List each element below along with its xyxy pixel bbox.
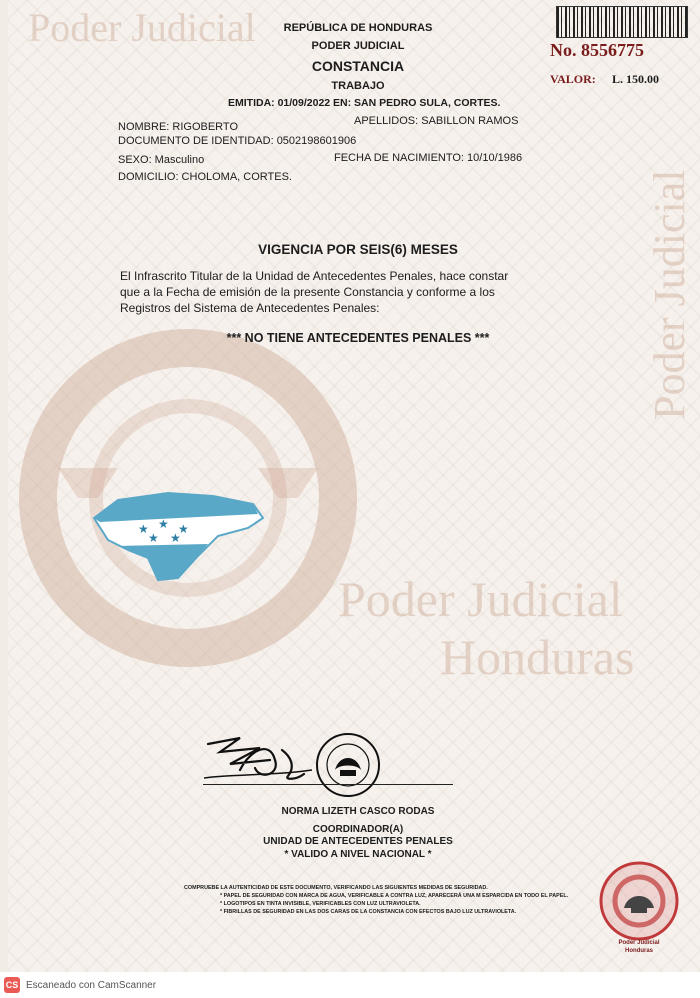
security-note-3: * FIBRILLAS DE SEGURIDAD EN LAS DOS CARAS DE LA CONSTANCIA CON EFECTOS BAJO LUZ ULTRAVIOLETA. — [220, 909, 517, 915]
security-note-heading: COMPRUEBE LA AUTENTICIDAD DE ESTE DOCUMENTO, VERIFICANDO LAS SIGUIENTES MEDIDAS DE SEGURIDAD. — [184, 885, 488, 891]
serial-number: No. 8556775 — [550, 40, 644, 60]
person-birth-date: FECHA DE NACIMIENTO: 10/10/1986 — [334, 152, 523, 164]
svg-text:★: ★ — [138, 522, 149, 536]
signer-role: COORDINADOR(A) — [312, 824, 404, 835]
person-surnames: APELLIDOS: SABILLON RAMOS — [354, 115, 519, 127]
watermark-top: Poder Judicial — [28, 5, 256, 50]
document-type: CONSTANCIA — [311, 58, 405, 74]
signer-name: NORMA LIZETH CASCO RODAS — [281, 806, 435, 817]
signature-line — [203, 784, 453, 785]
svg-text:★: ★ — [158, 517, 169, 531]
watermark-side: Poder Judicial — [645, 169, 694, 420]
svg-text:★: ★ — [170, 531, 181, 545]
validity-heading: VIGENCIA POR SEIS(6) MESES — [258, 242, 458, 257]
camscanner-logo-icon: CS — [4, 977, 20, 993]
statement-line-1: El Infrascrito Titular de la Unidad de Antecedentes Penales, hace constar — [120, 269, 509, 283]
value-label: VALOR: — [550, 72, 596, 86]
person-sex: SEXO: Masculino — [118, 154, 205, 166]
republic-title: REPÚBLICA DE HONDURAS — [283, 22, 433, 34]
person-address: DOMICILIO: CHOLOMA, CORTES. — [118, 171, 292, 183]
scanner-footer — [0, 972, 700, 998]
barcode — [556, 6, 688, 38]
svg-text:★: ★ — [148, 531, 159, 545]
person-id: DOCUMENTO DE IDENTIDAD: 0502198601906 — [118, 135, 357, 147]
security-note-1: * PAPEL DE SEGURIDAD CON MARCA DE AGUA, VERIFICABLE A CONTRA LUZ, APARECERÁ UNA M ESPARCIDA EN TODO EL PAPEL. — [220, 893, 569, 899]
statement-line-3: Registros del Sistema de Antecedentes Penales: — [120, 301, 380, 315]
watermark-line2: Honduras — [440, 629, 635, 685]
watermark-line1: Poder Judicial — [338, 571, 623, 627]
person-name: NOMBRE: RIGOBERTO — [118, 121, 239, 133]
statement-line-2: que a la Fecha de emisión de la presente Constancia y conforme a los — [120, 285, 495, 299]
document-page — [8, 0, 700, 972]
signer-unit: UNIDAD DE ANTECEDENTES PENALES — [263, 836, 453, 847]
national-validity: * VALIDO A NIVEL NACIONAL * — [284, 849, 432, 860]
value-amount: L. 150.00 — [612, 72, 660, 86]
judicial-emblem-watermark — [8, 318, 388, 678]
seal-caption-1: Poder Judicial — [618, 940, 660, 946]
svg-text:★: ★ — [178, 522, 189, 536]
document-purpose: TRABAJO — [331, 80, 385, 92]
official-seal-icon — [313, 730, 383, 800]
result-statement: *** NO TIENE ANTECEDENTES PENALES *** — [226, 331, 490, 345]
handwritten-signature — [200, 730, 320, 790]
scanner-label: Escaneado con CamScanner — [26, 979, 157, 991]
issue-line: EMITIDA: 01/09/2022 EN: SAN PEDRO SULA, CORTES. — [228, 97, 501, 109]
procuraduria-seal-icon — [598, 860, 680, 942]
seal-caption-2: Honduras — [624, 948, 653, 954]
judiciary-title: PODER JUDICIAL — [311, 40, 405, 52]
security-note-2: * LOGOTIPOS EN TINTA INVISIBLE, VERIFICABLES CON LUZ ULTRAVIOLETA. — [220, 901, 421, 907]
